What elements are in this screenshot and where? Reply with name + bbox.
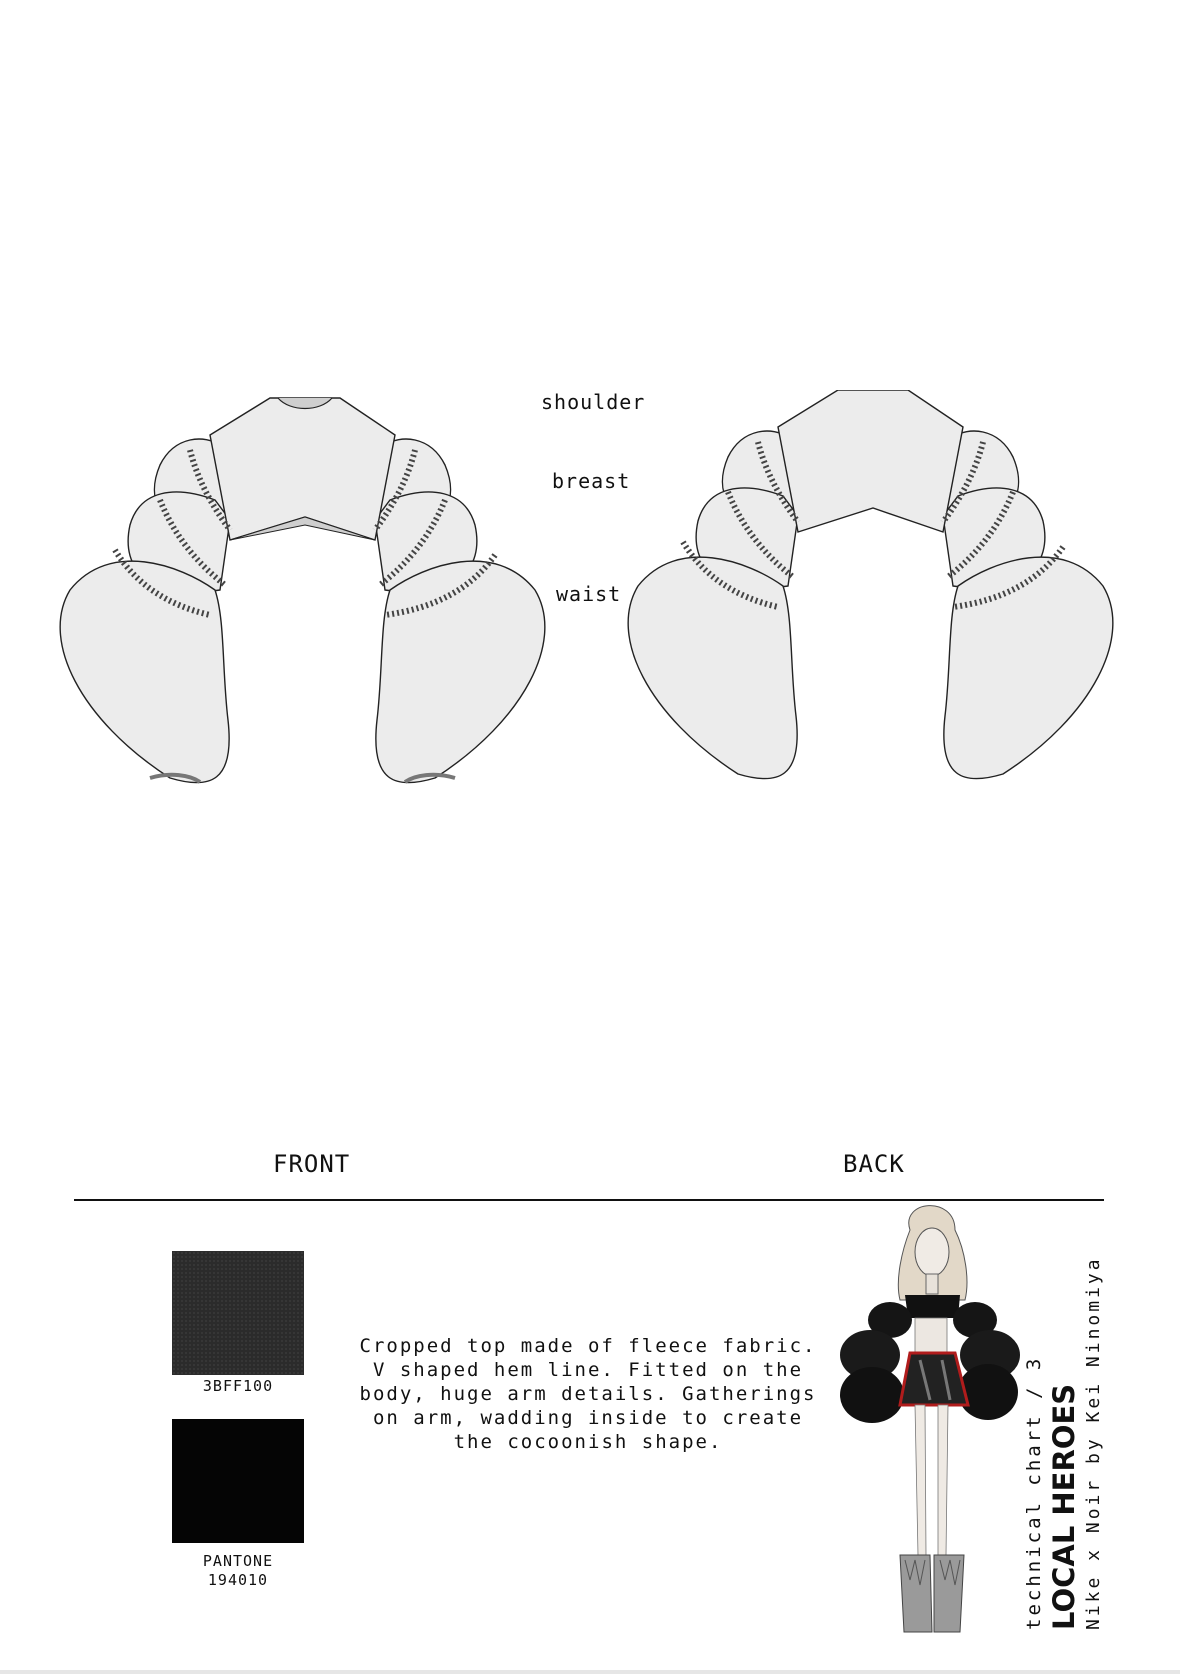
front-garment-sketch <box>50 390 560 790</box>
fabric-swatch-pantone <box>172 1419 304 1543</box>
view-label-front: FRONT <box>273 1150 351 1178</box>
fashion-illustration <box>830 1200 1030 1645</box>
garment-description: Cropped top made of fleece fabric. V shaped hem line. Fitted on the body, huge arm details. Gatherings on arm, wadding inside to create the cocoonish shape. <box>359 1335 817 1453</box>
fabric-swatch-fleece <box>172 1251 304 1375</box>
back-garment-sketch <box>618 390 1128 790</box>
title-block <box>1020 1256 1120 1630</box>
collab-credit: Nike x Noir by Kei Ninomiya <box>1083 1256 1104 1630</box>
measurement-label-breast: breast <box>552 469 631 493</box>
collection-title: LOCAL HEROES <box>1047 1383 1081 1630</box>
chart-label: technical chart / 3 <box>1023 1355 1045 1630</box>
view-label-back: BACK <box>843 1150 905 1178</box>
measurement-label-shoulder: shoulder <box>541 390 646 414</box>
swatch-code-fleece: 3BFF100 <box>202 1377 274 1395</box>
measurement-label-waist: waist <box>556 582 622 606</box>
swatch-code-pantone: PANTONE 194010 <box>202 1552 274 1589</box>
page-bottom-edge <box>0 1670 1180 1674</box>
